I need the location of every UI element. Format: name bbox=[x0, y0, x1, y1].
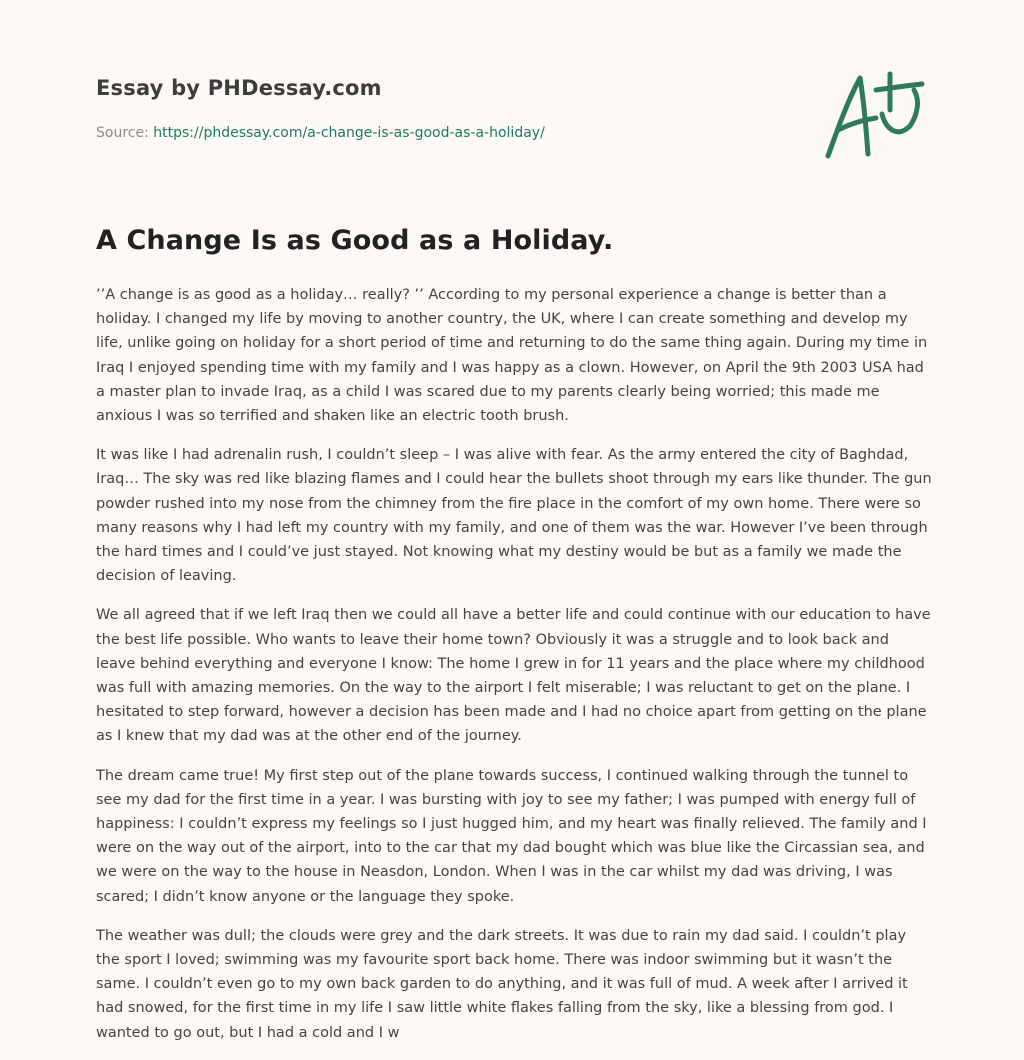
site-header-title: Essay by PHDessay.com bbox=[96, 76, 382, 100]
essay-paragraph: It was like I had adrenalin rush, I couldn’t sleep – I was alive with fear. As the army entered the city of Baghdad, Iraq… The sky was red like blazing flames and I could hear the bullets shoot through my ears like thunder. The gun powder rushed into my nose from the chimney from the fire place in the comfort of my own home. There were so many reasons why I had left my country with my family, and one of them was the war. However I’ve been through the hard times and I could’ve just stayed. Not knowing what my destiny would be but as a family we made the decision of leaving. bbox=[96, 447, 932, 585]
essay-paragraph: We all agreed that if we left Iraq then we could all have a better life and could continue with our education to have the best life possible. Who wants to leave their home town? Obviously it was a struggle and to look back and leave behind everything and everyone I know: The home I grew in for 11 years and the place where my childhood was full with amazing memories. On the way to the airport I felt miserable; I was reluctant to get on the plane. I hesitated to step forward, however a decision has been made and I had no choice apart from getting on the plane as I knew that my dad was at the other end of the journey. bbox=[96, 607, 931, 745]
source-line bbox=[96, 125, 545, 141]
source-link[interactable]: https://phdessay.com/a-change-is-as-good-as-a-holiday/ bbox=[153, 125, 545, 141]
a-plus-grade-icon bbox=[824, 68, 928, 164]
essay-paragraph: The dream came true! My first step out of the plane towards success, I continued walking through the tunnel to see my dad for the first time in a year. I was bursting with joy to see my father; I was pumped with energy full of happiness: I couldn’t express my feelings so I just hugged him, and my heart was finally relieved. The family and I were on the way out of the airport, into to the car that my dad bought which was blue like the Circassian sea, and we were on the way to the house in Neasdon, London. When I was in the car whilst my dad was driving, I was scared; I didn’t know anyone or the language they spoke. bbox=[96, 767, 927, 905]
source-label: Source: bbox=[96, 125, 149, 141]
essay-paragraph: The weather was dull; the clouds were grey and the dark streets. It was due to rain my dad said. I couldn’t play the sport I loved; swimming was my favourite sport back home. There was indoor swimming but it wasn’t the same. I couldn’t even go to my own back garden to do anything, and it was full of mud. A week after I arrived it had snowed, for the first time in my life I saw little white flakes falling from the sky, like a blessing from god. I wanted to go out, but I had a cold and I w bbox=[96, 927, 908, 1041]
essay-title: A Change Is as Good as a Holiday. bbox=[96, 225, 614, 256]
essay-paragraph: ’’A change is as good as a holiday… really? ’’ According to my personal experience a change is better than a holiday. I changed my life by moving to another country, the UK, where I can create something and develop my life, unlike going on holiday for a short period of time and returning to do the same thing again. During my time in Iraq I enjoyed spending time with my family and I was happy as a clown. However, on April the 9th 2003 USA had a master plan to invade Iraq, as a child I was scared due to my parents clearly being worried; this made me anxious I was so terrified and shaken like an electric tooth brush. bbox=[96, 287, 928, 425]
essay-body bbox=[96, 283, 932, 1060]
